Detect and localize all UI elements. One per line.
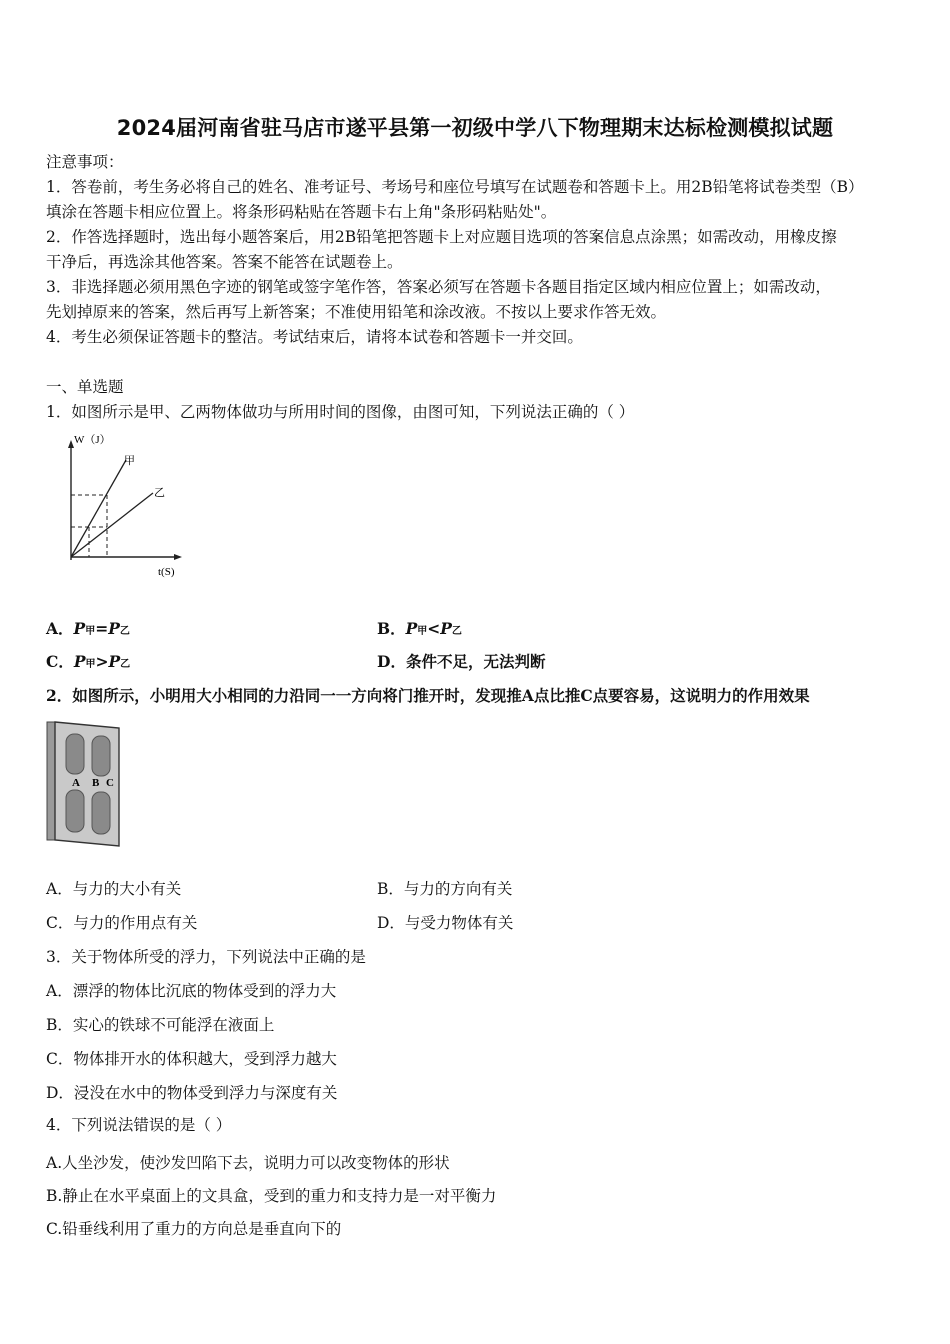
work-time-graph [60,430,190,580]
notice-line: 3．非选择题必须用黑色字迹的钢笔或签字笔作答，答案必须写在答题卡各题目指定区域内相应位置上；如需改动， [46,278,831,296]
question-3-option-b[interactable]: B．实心的铁球不可能浮在液面上 [46,1016,275,1034]
question-1-option-a[interactable] [46,619,130,642]
question-2-option-a[interactable]: A．与力的大小有关 [46,880,182,898]
notice-line: 干净后，再选涂其他答案。答案不能答在试题卷上。 [46,253,403,271]
power-symbol: P [405,619,418,638]
line-yi [71,493,153,557]
question-4-stem: 4．下列说法错误的是（ ） [46,1116,232,1134]
subscript: 甲 [85,626,96,637]
door-inset [66,734,84,774]
question-2-option-c[interactable]: C．与力的作用点有关 [46,914,198,932]
line-jia-label: 甲 [124,455,135,467]
notice-line: 2．作答选择题时，选出每小题答案后，用2B铅笔把答题卡上对应题目选项的答案信息点涂黑；如需改动，用橡皮擦 [46,228,837,246]
notice-line: 先划掉原来的答案，然后再写上新答案；不准使用铅笔和涂改液。不按以上要求作答无效。 [46,303,667,321]
door-frame [47,722,55,840]
question-3-stem: 3．关于物体所受的浮力，下列说法中正确的是 [46,948,366,966]
option-prefix: B． [377,619,406,638]
page-title: 2024届河南省驻马店市遂平县第一初级中学八下物理期末达标检测模拟试题 [116,116,834,140]
question-1-option-b[interactable] [377,619,462,642]
power-symbol: P [73,652,86,671]
notice-heading: 注意事项： [46,153,124,171]
point-label-b: B [92,777,100,789]
operator: > [95,652,109,671]
subscript: 甲 [417,626,428,637]
door-inset [66,790,84,832]
option-prefix: C． [46,652,74,671]
question-4-option-b[interactable]: B.静止在水平桌面上的文具盒，受到的重力和支持力是一对平衡力 [46,1187,497,1205]
notice-line: 1．答卷前，考生务必将自己的姓名、准考证号、考场号和座位号填写在试题卷和答题卡上。用2B铅笔将试卷类型（B） [46,178,864,196]
door-inset [92,736,110,776]
line-yi-label: 乙 [154,487,165,499]
point-label-c: C [106,777,114,789]
power-symbol: P [108,619,120,638]
question-4-option-a[interactable]: A.人坐沙发，使沙发凹陷下去，说明力可以改变物体的形状 [46,1154,450,1172]
question-2-option-b[interactable]: B．与力的方向有关 [377,880,513,898]
question-1-option-c[interactable] [46,652,130,675]
question-1-stem: 1．如图所示是甲、乙两物体做功与所用时间的图像，由图可知，下列说法正确的（ ） [46,403,635,421]
subscript: 乙 [120,659,131,670]
line-jia [71,460,126,557]
door-figure [44,718,124,848]
point-label-a: A [72,777,80,789]
question-2-option-d[interactable]: D．与受力物体有关 [377,914,514,932]
section-heading: 一、单选题 [46,378,124,396]
power-symbol: P [73,619,86,638]
option-prefix: A． [46,619,74,638]
question-2-stem: 2．如图所示，小明用大小相同的力沿同一一方向将门推开时，发现推A点比推C点要容易，这说明力的作用效果 [46,686,810,705]
question-4-option-c[interactable]: C.铅垂线利用了重力的方向总是垂直向下的 [46,1220,342,1238]
subscript: 乙 [119,626,130,637]
y-axis-label: W（J） [74,434,111,446]
power-symbol: P [440,619,452,638]
subscript: 乙 [451,626,462,637]
subscript: 甲 [85,659,96,670]
power-symbol: P [108,652,121,671]
question-1-option-d[interactable]: D．条件不足，无法判断 [377,652,546,671]
notice-line: 4．考生必须保证答题卡的整洁。考试结束后，请将本试卷和答题卡一并交回。 [46,328,583,346]
question-3-option-d[interactable]: D．浸没在水中的物体受到浮力与深度有关 [46,1084,338,1102]
operator: < [427,619,441,638]
notice-line: 填涂在答题卡相应位置上。将条形码粘贴在答题卡右上角"条形码粘贴处"。 [46,203,557,221]
x-axis-label: t(S) [158,566,175,578]
door-inset [92,792,110,834]
x-axis-arrow [174,554,182,560]
question-3-option-a[interactable]: A．漂浮的物体比沉底的物体受到的浮力大 [46,982,337,1000]
operator: = [95,619,109,638]
question-3-option-c[interactable]: C．物体排开水的体积越大，受到浮力越大 [46,1050,337,1068]
